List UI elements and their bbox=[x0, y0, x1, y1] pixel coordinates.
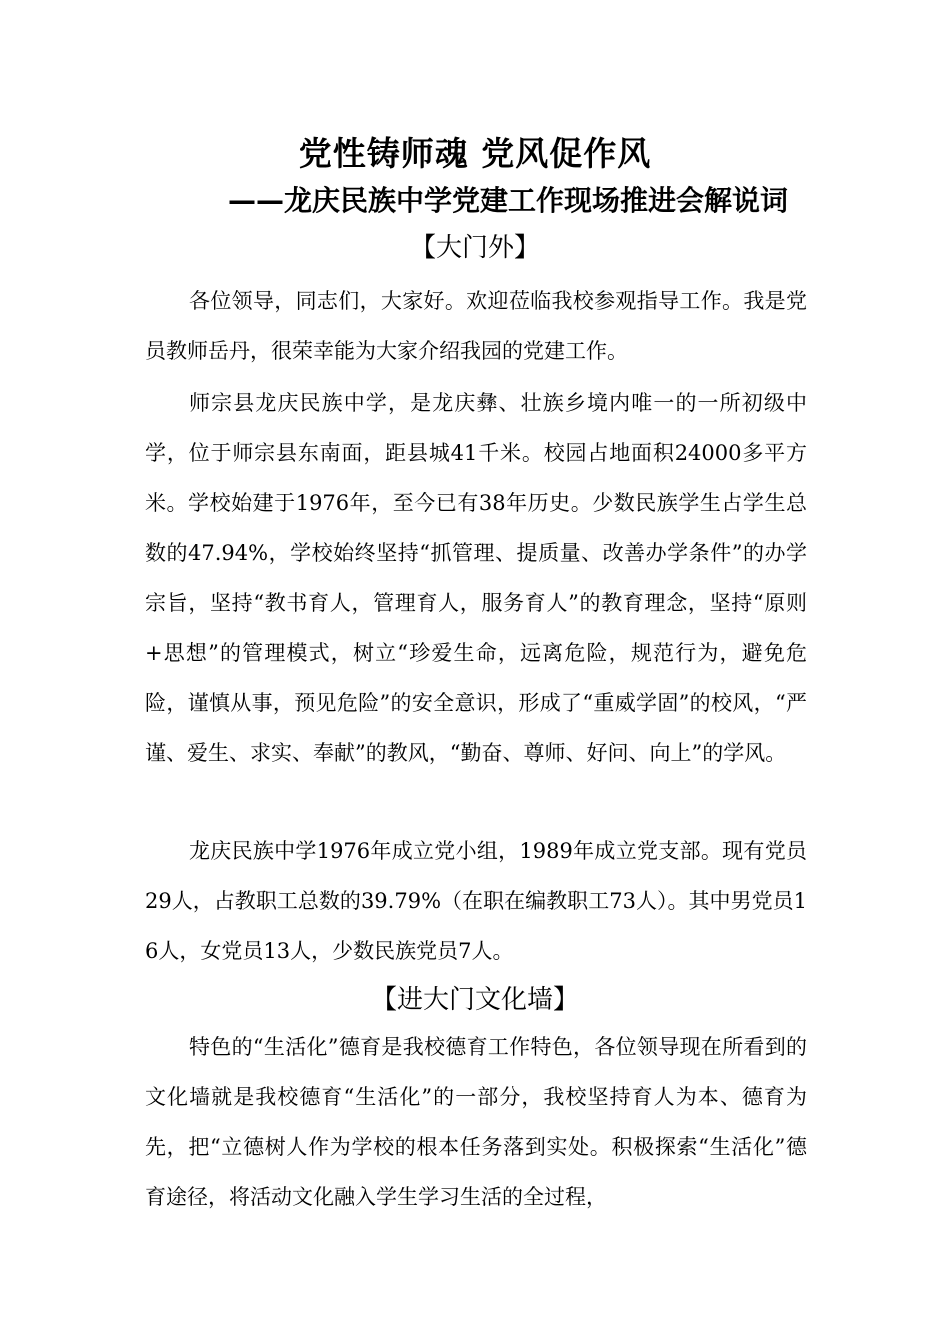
paragraph-moral-education: 特色的“生活化”德育是我校德育工作特色，各位领导现在所看到的文化墙就是我校德育“生活化”的一部分，我校坚持育人为本、德育为先，把“立德树人作为学校的根本任务落到实处。积极探索“生活化”德育途径，将活动文化融入学生学习生活的全过程， bbox=[145, 1035, 807, 1209]
section-heading-gate-outside: 【大门外】 bbox=[409, 233, 540, 263]
document-title: 党性铸师魂 党风促作风 bbox=[298, 134, 652, 173]
section-heading-culture-wall: 【进大门文化墙】 bbox=[370, 985, 579, 1015]
paragraph-greeting: 各位领导，同志们，大家好。欢迎莅临我校参观指导工作。我是党员教师岳丹，很荣幸能为大家介绍我园的党建工作。 bbox=[145, 289, 807, 363]
document-subtitle: ——龙庆民族中学党建工作现场推进会解说词 bbox=[228, 184, 789, 217]
paragraph-school-intro: 师宗县龙庆民族中学，是龙庆彝、壮族乡境内唯一的一所初级中学，位于师宗县东南面，距县城41千米。校园占地面积24000多平方米。学校始建于1976年，至今已有38年历史。少数民族学生占学生总数的47.94%，学校始终坚持“抓管理、提质量、改善办学条件”的办学宗旨，坚持“教书育人，管理育人，服务育人”的教育理念，坚持“原则+思想”的管理模式，树立“珍爱生命，远离危险，规范行为，避免危险，谨慎从事，预见危险”的安全意识，形成了“重威学固”的校风，“严谨、爱生、求实、奉献”的教风，“勤奋、尊师、好问、向上”的学风。 bbox=[145, 391, 807, 765]
paragraph-party-branch: 龙庆民族中学1976年成立党小组，1989年成立党支部。现有党员29人，占教职工总数的39.79%（在职在编教职工73人）。其中男党员16人，女党员13人，少数民族党员7人。 bbox=[145, 839, 807, 963]
